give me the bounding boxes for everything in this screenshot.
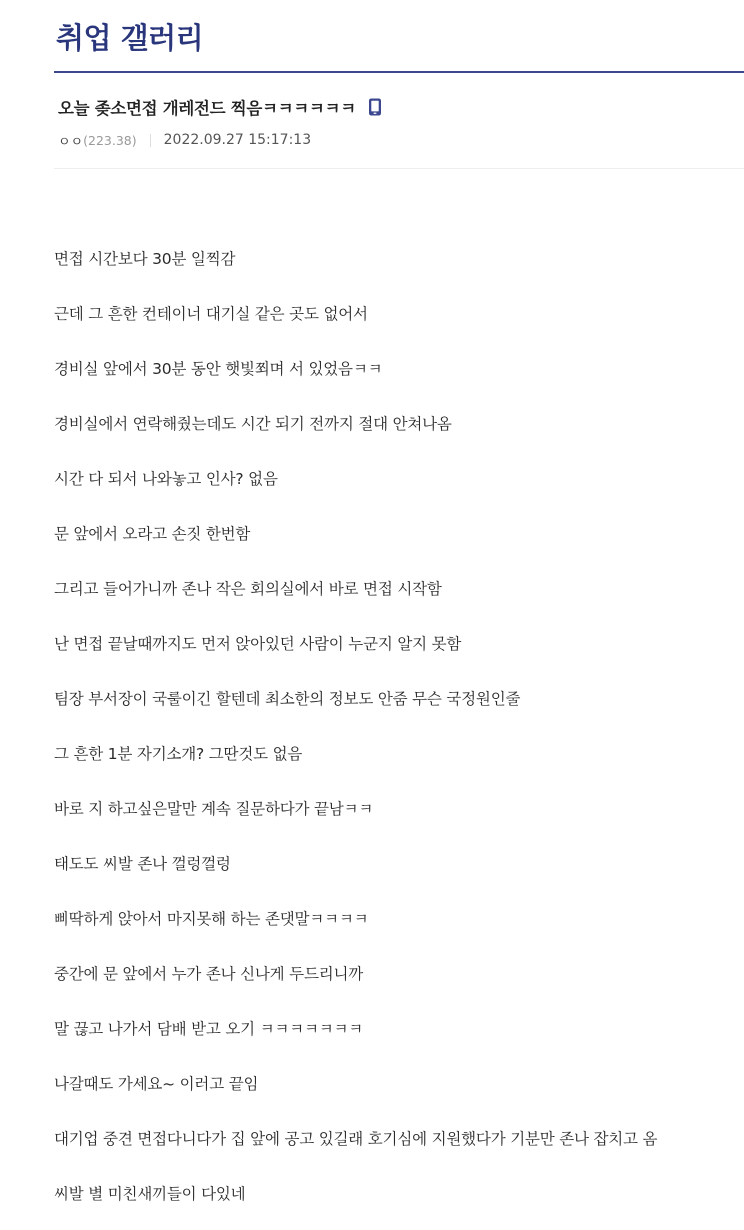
post-line: 씨발 별 미친새끼들이 다있네 — [54, 1185, 246, 1203]
post-line: 대기업 중견 면접다니다가 집 앞에 공고 있길래 호기심에 지원했다가 기분만 존나 잡치고 옴 — [54, 1130, 658, 1148]
post-line: 난 면접 끝날때까지도 먼저 앉아있던 사람이 누군지 알지 못함 — [54, 635, 462, 653]
gallery-header — [54, 0, 744, 73]
post-line: 태도도 씨발 존나 껄렁껄렁 — [54, 855, 231, 873]
post-date: 2022.09.27 15:17:13 — [163, 132, 312, 148]
post-line: 말 끊고 나가서 담배 받고 오기 ㅋㅋㅋㅋㅋㅋㅋ — [54, 1020, 364, 1038]
post-line: 면접 시간보다 30분 일찍감 — [54, 250, 236, 268]
post-body — [54, 240, 744, 1230]
post-line: 중간에 문 앞에서 누가 존나 신나게 두드리니까 — [54, 965, 364, 983]
post-line: 삐딱하게 앉아서 마지못해 하는 존댓말ㅋㅋㅋㅋ — [54, 910, 369, 928]
mobile-icon — [367, 97, 383, 117]
post-line: 팀장 부서장이 국룰이긴 할텐데 최소한의 정보도 안줌 무슨 국정원인줄 — [54, 690, 521, 708]
post-line: 경비실 앞에서 30분 동안 햇빛쬐며 서 있었음ㅋㅋ — [54, 360, 383, 378]
post-line: 근데 그 흔한 컨테이너 대기실 같은 곳도 없어서 — [54, 305, 368, 323]
post-line: 바로 지 하고싶은말만 계속 질문하다가 끝남ㅋㅋ — [54, 800, 374, 818]
meta-divider — [150, 134, 151, 147]
post-title: 오늘 좆소면접 개레전드 찍음ㅋㅋㅋㅋㅋㅋ — [58, 99, 356, 118]
post-header — [54, 74, 744, 169]
post-line: 시간 다 되서 나와놓고 인사? 없음 — [54, 470, 278, 488]
post-meta — [58, 130, 311, 150]
post-line: 그리고 들어가니까 존나 작은 회의실에서 바로 면접 시작함 — [54, 580, 442, 598]
writer-nickname[interactable]: ㅇㅇ — [58, 134, 84, 150]
post-title-row — [58, 95, 383, 119]
post-line: 경비실에서 연락해줬는데도 시간 되기 전까지 절대 안쳐나옴 — [54, 415, 452, 433]
writer-ip: (223.38) — [83, 132, 137, 148]
post-line: 그 흔한 1분 자기소개? 그딴것도 없음 — [54, 745, 303, 763]
post-line: 문 앞에서 오라고 손짓 한번함 — [54, 525, 251, 543]
post-line: 나갈때도 가세요~ 이러고 끝임 — [54, 1075, 259, 1093]
gallery-title[interactable]: 취업 갤러리 — [56, 21, 204, 55]
